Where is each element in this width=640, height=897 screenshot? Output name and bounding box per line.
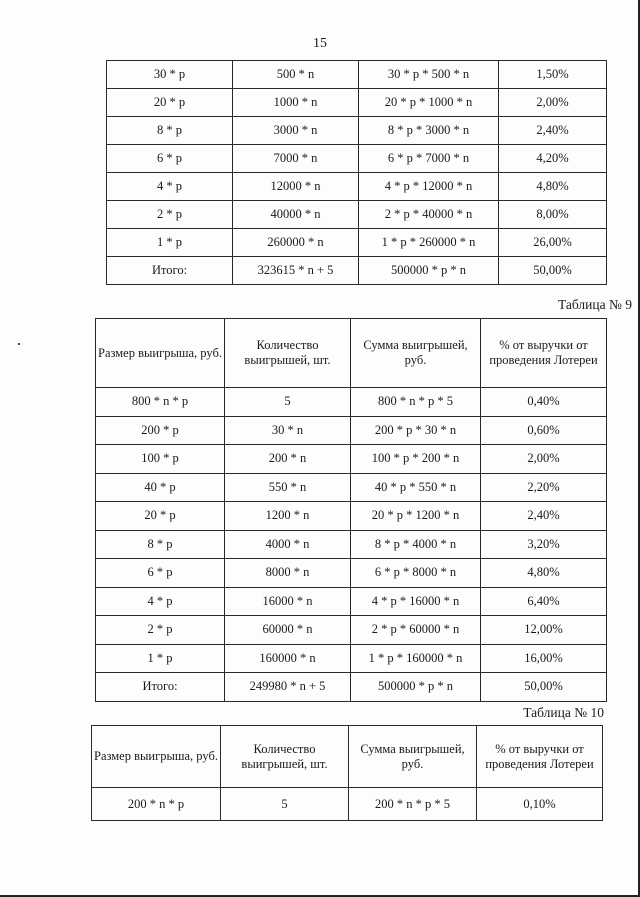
revenue-percent-cell: 2,00% [481, 445, 607, 474]
prize-size-cell: 800 * n * p [96, 388, 225, 417]
total-percent-cell: 50,00% [481, 673, 607, 702]
revenue-percent-cell: 0,60% [481, 416, 607, 445]
table-row [96, 416, 607, 445]
prize-count-cell: 1200 * n [225, 502, 351, 531]
prize-size-cell: 8 * p [96, 530, 225, 559]
header-prize-count: Количество выигрышей, шт. [225, 319, 351, 388]
table-row [96, 559, 607, 588]
prize-count-cell: 500 * n [233, 61, 359, 89]
prize-sum-cell: 20 * p * 1000 * n [359, 89, 499, 117]
table-row [107, 89, 607, 117]
prize-sum-cell: 6 * p * 7000 * n [359, 145, 499, 173]
revenue-percent-cell: 0,10% [477, 788, 603, 821]
revenue-percent-cell: 16,00% [481, 644, 607, 673]
prize-count-cell: 40000 * n [233, 201, 359, 229]
prize-sum-cell: 40 * p * 550 * n [351, 473, 481, 502]
prize-sum-cell: 8 * p * 4000 * n [351, 530, 481, 559]
prize-sum-cell: 20 * p * 1200 * n [351, 502, 481, 531]
revenue-percent-cell: 2,40% [481, 502, 607, 531]
prize-size-cell: 2 * p [107, 201, 233, 229]
prize-size-cell: 1 * p [96, 644, 225, 673]
prize-size-cell: 20 * p [96, 502, 225, 531]
revenue-percent-cell: 6,40% [481, 587, 607, 616]
revenue-percent-cell: 1,50% [499, 61, 607, 89]
header-prize-size: Размер выигрыша, руб. [96, 319, 225, 388]
table-row [96, 473, 607, 502]
table-9-caption: Таблица № 9 [558, 297, 632, 312]
prize-sum-cell: 100 * p * 200 * n [351, 445, 481, 474]
prize-sum-cell: 2 * p * 60000 * n [351, 616, 481, 645]
prize-size-cell: 200 * p [96, 416, 225, 445]
prize-size-cell: 30 * p [107, 61, 233, 89]
total-sum-cell: 500000 * p * n [359, 257, 499, 285]
prize-count-cell: 550 * n [225, 473, 351, 502]
prize-size-cell: 6 * p [96, 559, 225, 588]
total-sum-cell: 500000 * p * n [351, 673, 481, 702]
prize-size-cell: 20 * p [107, 89, 233, 117]
table-row [96, 616, 607, 645]
revenue-percent-cell: 2,40% [499, 117, 607, 145]
revenue-percent-cell: 2,00% [499, 89, 607, 117]
table-row [107, 145, 607, 173]
prize-count-cell: 16000 * n [225, 587, 351, 616]
table-row [92, 788, 603, 821]
prize-sum-cell: 1 * p * 160000 * n [351, 644, 481, 673]
revenue-percent-cell: 8,00% [499, 201, 607, 229]
header-prize-count: Количество выигрышей, шт. [221, 726, 349, 788]
revenue-percent-cell: 4,20% [499, 145, 607, 173]
prize-table-9 [95, 318, 607, 702]
revenue-percent-cell: 12,00% [481, 616, 607, 645]
prize-count-cell: 160000 * n [225, 644, 351, 673]
header-prize-size: Размер выигрыша, руб. [92, 726, 221, 788]
prize-size-cell: 40 * p [96, 473, 225, 502]
header-revenue-percent: % от выручки от проведения Лотереи [477, 726, 603, 788]
prize-sum-cell: 800 * n * p * 5 [351, 388, 481, 417]
table-row [107, 201, 607, 229]
table-row [96, 530, 607, 559]
table-row [96, 445, 607, 474]
table-10-caption: Таблица № 10 [523, 705, 604, 720]
prize-table-10 [91, 725, 603, 821]
total-row [96, 673, 607, 702]
table-header-row [96, 319, 607, 388]
prize-size-cell: 200 * n * p [92, 788, 221, 821]
table-header-row [92, 726, 603, 788]
page-number: 15 [313, 36, 327, 51]
prize-count-cell: 1000 * n [233, 89, 359, 117]
total-label-cell: Итого: [96, 673, 225, 702]
prize-sum-cell: 30 * p * 500 * n [359, 61, 499, 89]
revenue-percent-cell: 26,00% [499, 229, 607, 257]
header-prize-sum: Сумма выигрышей, руб. [349, 726, 477, 788]
table-row [107, 117, 607, 145]
table-row [96, 644, 607, 673]
total-label-cell: Итого: [107, 257, 233, 285]
prize-sum-cell: 6 * p * 8000 * n [351, 559, 481, 588]
table-row [96, 388, 607, 417]
prize-count-cell: 60000 * n [225, 616, 351, 645]
header-prize-sum: Сумма выигрышей, руб. [351, 319, 481, 388]
prize-size-cell: 8 * p [107, 117, 233, 145]
total-count-cell: 323615 * n + 5 [233, 257, 359, 285]
prize-sum-cell: 200 * n * p * 5 [349, 788, 477, 821]
prize-sum-cell: 8 * p * 3000 * n [359, 117, 499, 145]
table-row [96, 502, 607, 531]
prize-count-cell: 4000 * n [225, 530, 351, 559]
prize-count-cell: 3000 * n [233, 117, 359, 145]
table-row [107, 61, 607, 89]
table-row [107, 229, 607, 257]
prize-count-cell: 12000 * n [233, 173, 359, 201]
header-revenue-percent: % от выручки от проведения Лотереи [481, 319, 607, 388]
table-row [107, 173, 607, 201]
prize-count-cell: 8000 * n [225, 559, 351, 588]
prize-table-continued [106, 60, 607, 285]
revenue-percent-cell: 3,20% [481, 530, 607, 559]
prize-count-cell: 7000 * n [233, 145, 359, 173]
revenue-percent-cell: 4,80% [481, 559, 607, 588]
prize-size-cell: 6 * p [107, 145, 233, 173]
prize-sum-cell: 4 * p * 16000 * n [351, 587, 481, 616]
prize-sum-cell: 4 * p * 12000 * n [359, 173, 499, 201]
total-count-cell: 249980 * n + 5 [225, 673, 351, 702]
scan-speck [18, 343, 20, 345]
prize-sum-cell: 200 * p * 30 * n [351, 416, 481, 445]
prize-count-cell: 200 * n [225, 445, 351, 474]
prize-size-cell: 1 * p [107, 229, 233, 257]
revenue-percent-cell: 2,20% [481, 473, 607, 502]
total-percent-cell: 50,00% [499, 257, 607, 285]
prize-sum-cell: 2 * p * 40000 * n [359, 201, 499, 229]
prize-count-cell: 30 * n [225, 416, 351, 445]
prize-size-cell: 100 * p [96, 445, 225, 474]
prize-count-cell: 260000 * n [233, 229, 359, 257]
prize-sum-cell: 1 * p * 260000 * n [359, 229, 499, 257]
prize-size-cell: 2 * p [96, 616, 225, 645]
revenue-percent-cell: 4,80% [499, 173, 607, 201]
prize-count-cell: 5 [221, 788, 349, 821]
total-row [107, 257, 607, 285]
table-row [96, 587, 607, 616]
prize-count-cell: 5 [225, 388, 351, 417]
prize-size-cell: 4 * p [107, 173, 233, 201]
prize-size-cell: 4 * p [96, 587, 225, 616]
revenue-percent-cell: 0,40% [481, 388, 607, 417]
